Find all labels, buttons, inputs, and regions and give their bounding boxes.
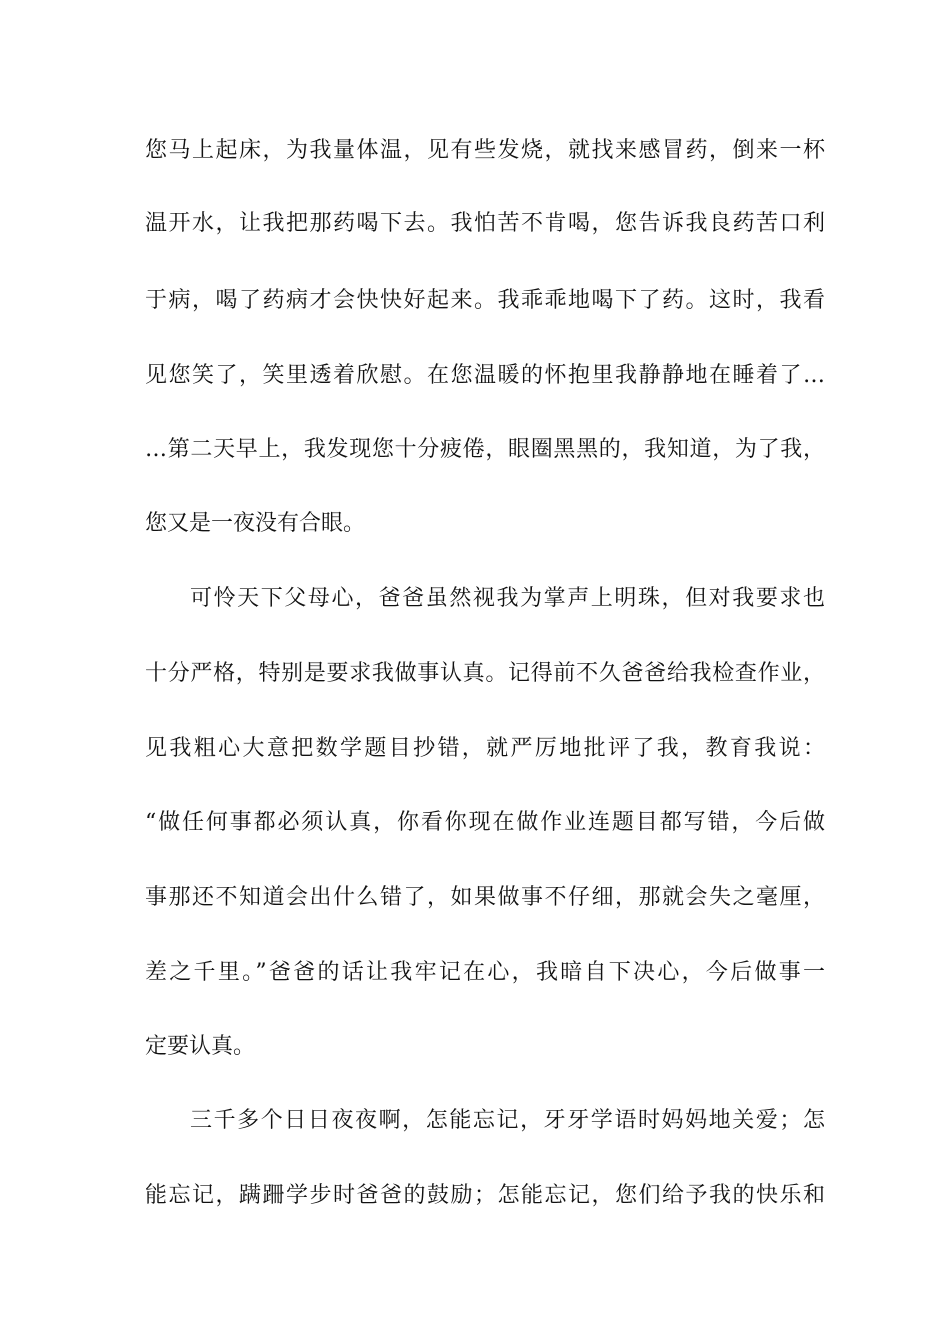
text-line-11: 事那还不知道会出什么错了，如果做事不仔细，那就会失之毫厘， (145, 885, 825, 910)
text-line-2: 温开水，让我把那药喝下去。我怕苦不肯喝，您告诉我良药苦口利 (145, 211, 825, 236)
paragraph-2-line-1: 可怜天下父母心，爸爸虽然视我为掌声上明珠，但对我要求也 (190, 586, 825, 611)
text-line-9: 见我粗心大意把数学题目抄错，就严厉地批评了我，教育我说： (145, 736, 825, 761)
text-line-4: 见您笑了，笑里透着欣慰。在您温暖的怀抱里我静静地在睡着了… (145, 363, 825, 388)
text-line-12: 差之千里。”爸爸的话让我牢记在心，我暗自下决心，今后做事一 (145, 960, 825, 985)
text-line-3: 于病，喝了药病才会快快好起来。我乖乖地喝下了药。这时，我看 (145, 288, 825, 313)
paragraph-3-line-1: 三千多个日日夜夜啊，怎能忘记，牙牙学语时妈妈地关爱；怎 (190, 1108, 825, 1133)
text-line-6: 您又是一夜没有合眼。 (145, 511, 366, 536)
text-line-5: …第二天早上，我发现您十分疲倦，眼圈黑黑的，我知道，为了我， (145, 437, 825, 462)
text-line-13: 定要认真。 (145, 1034, 256, 1059)
text-line-15: 能忘记，蹒跚学步时爸爸的鼓励；怎能忘记，您们给予我的快乐和 (145, 1183, 825, 1208)
text-line-10: “做任何事都必须认真，你看你现在做作业连题目都写错，今后做 (145, 810, 825, 835)
text-line-8: 十分严格，特别是要求我做事认真。记得前不久爸爸给我检查作业， (145, 661, 825, 686)
text-line-1: 您马上起床，为我量体温，见有些发烧，就找来感冒药，倒来一杯 (145, 138, 825, 163)
